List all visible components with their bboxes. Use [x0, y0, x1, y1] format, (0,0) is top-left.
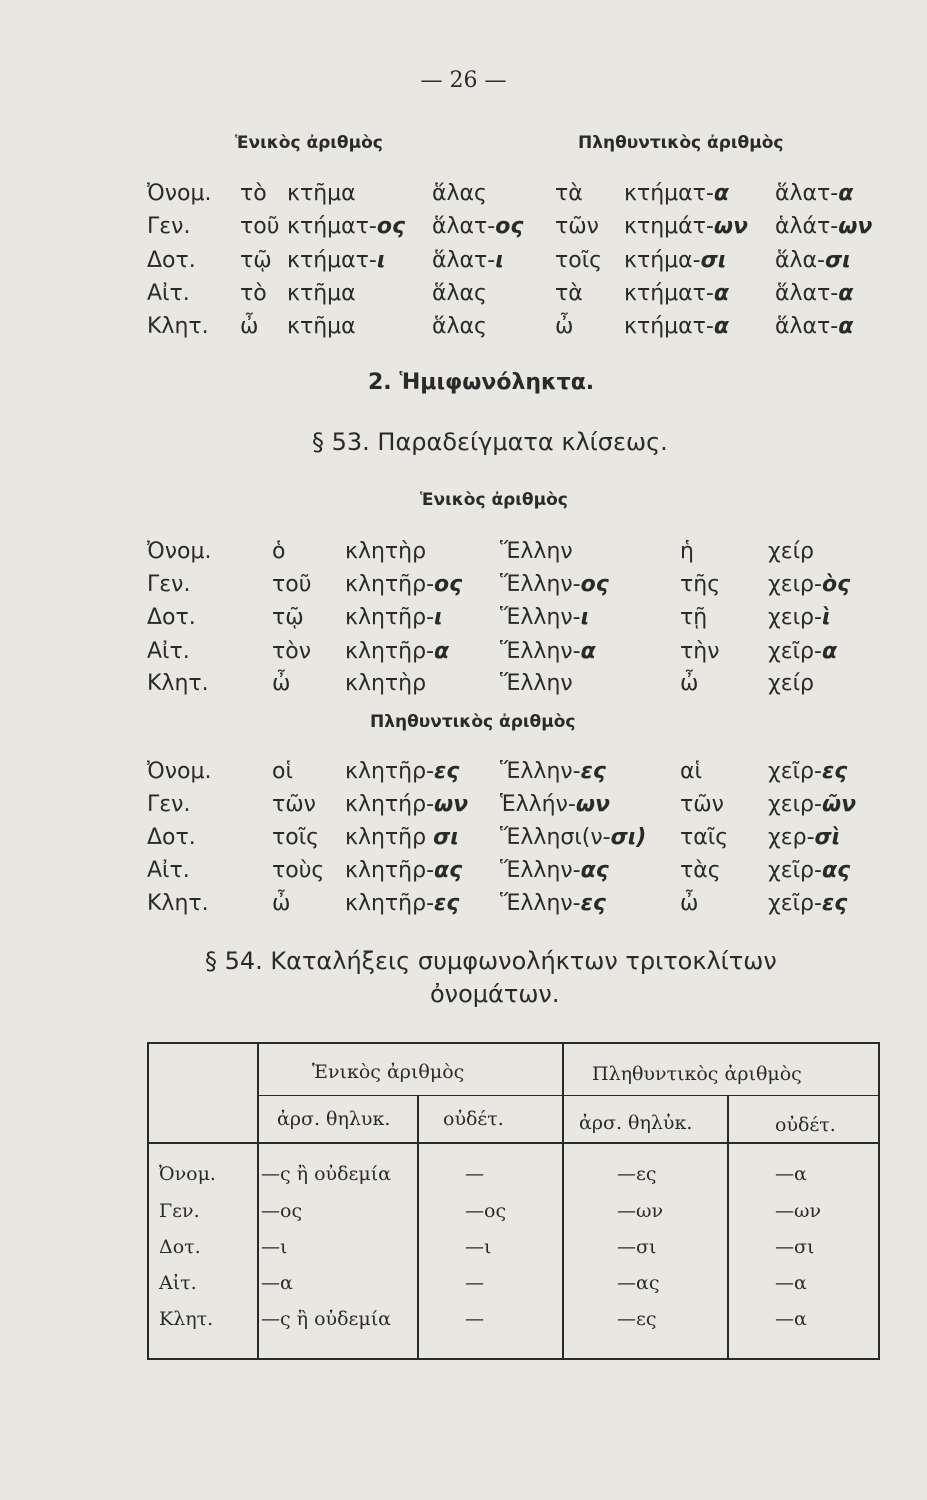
fem-article: τὴν: [680, 639, 720, 664]
alas-plural-form: [775, 314, 853, 339]
kletir-form-ending: ι: [434, 605, 443, 630]
ktima-plural-form-ending: α: [713, 181, 729, 206]
cheir-form-ending: ες: [821, 891, 848, 916]
kletir-form-stem: κλητῆρ-: [345, 759, 435, 784]
kletir-form: [345, 671, 426, 696]
singular-article: τῷ: [240, 248, 272, 273]
ktima-form-ending: ος: [376, 214, 405, 239]
kletir-form: [345, 605, 443, 630]
ktima-form-stem: κτῆμα: [287, 281, 356, 306]
endings-cell-c4: —α: [775, 1272, 807, 1294]
case-label: Αἰτ.: [147, 858, 190, 883]
alas-form-stem: ἅλας: [432, 181, 487, 206]
fem-article: τῶν: [680, 792, 724, 817]
ellin-form: [500, 639, 596, 664]
alas-form: [432, 248, 504, 273]
endings-cell-c1: —ι: [261, 1236, 288, 1258]
plural-article: τὰ: [555, 281, 583, 306]
alas-form-stem: ἅλατ-: [432, 248, 496, 273]
kletir-form: [345, 891, 459, 916]
masc-article: οἱ: [272, 759, 293, 784]
endings-cell-c4: —ων: [775, 1200, 822, 1222]
endings-plural-header: Πληθυντικὸς ἀριθμὸς: [592, 1063, 802, 1085]
ktima-form: [287, 248, 385, 273]
ellin-form: [500, 572, 609, 597]
endings-cell-c1: —ς ἢ οὐδεμία: [261, 1163, 392, 1185]
ellin-form-ending: ος: [580, 572, 609, 597]
endings-cell-c2: —ος: [465, 1200, 507, 1222]
ellin-form-ending: ες: [580, 891, 606, 916]
ktima-form-stem: κτήματ-: [287, 248, 377, 273]
cheir-form: [768, 825, 840, 850]
kletir-form: [345, 792, 468, 817]
cheir-form-stem: χειρ-: [768, 605, 822, 630]
fem-article: ταῖς: [680, 825, 729, 850]
singular-article: τὸ: [240, 181, 267, 206]
alas-plural-form-ending: ων: [838, 214, 873, 239]
ktima-plural-form-stem: κτήματ-: [624, 281, 714, 306]
kletir-form-ending: ες: [434, 759, 460, 784]
ktima-form-stem: κτῆμα: [287, 314, 356, 339]
masc-article: ὦ: [272, 891, 291, 916]
plural-article: ὦ: [555, 314, 574, 339]
ktima-plural-form-ending: α: [713, 314, 729, 339]
kletir-form: [345, 759, 459, 784]
endings-cell-c3: —ες: [617, 1163, 657, 1185]
kletir-form-stem: κλητῆρ-: [345, 572, 435, 597]
alas-plural-form-stem: ἅλατ-: [775, 281, 839, 306]
cheir-form-stem: χεῖρ-: [768, 891, 822, 916]
ellin-form-ending: ι: [580, 605, 590, 630]
endings-cell-c2: —ι: [465, 1236, 492, 1258]
ellin-form-stem: Ἕλλην-: [500, 858, 581, 883]
ellin-form: [500, 605, 589, 630]
kletir-form-stem: κλητῆρ-: [345, 639, 435, 664]
cheir-form: [768, 671, 814, 696]
case-label: Γεν.: [147, 792, 191, 817]
ktima-plural-form: [624, 214, 748, 239]
case-label: Κλητ.: [147, 891, 209, 916]
ktima-form: [287, 181, 356, 206]
masc-article: τῷ: [272, 605, 304, 630]
case-label: Δοτ.: [147, 825, 196, 850]
ktima-plural-form: [624, 281, 729, 306]
alas-plural-form-ending: α: [838, 314, 854, 339]
kletir-form-stem: κλητήρ-: [345, 792, 435, 817]
alas-plural-form-stem: ἁλάτ-: [775, 214, 839, 239]
case-label: Γεν.: [147, 214, 191, 239]
kletir-form: [345, 825, 459, 850]
endings-cell-c2: —: [465, 1272, 484, 1294]
table-col-divider-2: [417, 1095, 419, 1360]
endings-cell-case: Ὀνομ.: [159, 1163, 216, 1185]
section-54-title-line2: ὀνομάτων.: [430, 980, 560, 1008]
plural-article: τῶν: [555, 214, 599, 239]
case-label: Ὀνομ.: [147, 759, 212, 784]
ellin-form: [500, 539, 573, 564]
ktima-plural-form-ending: α: [713, 281, 729, 306]
kletir-form: [345, 858, 462, 883]
cheir-form: [768, 605, 831, 630]
alas-form: [432, 314, 487, 339]
page-number: — 26 —: [420, 68, 507, 93]
table-border-left: [147, 1042, 149, 1360]
cheir-form: [768, 792, 856, 817]
plural-article: τὰ: [555, 181, 583, 206]
endings-cell-c3: —ας: [617, 1272, 660, 1294]
alas-plural-form-ending: σι: [824, 248, 851, 273]
ktima-form-ending: ι: [376, 248, 386, 273]
kletir-form: [345, 539, 426, 564]
table1-singular-header: Ἑνικὸς ἀριθμὸς: [235, 133, 383, 153]
alas-plural-form-stem: ἅλα-: [775, 248, 825, 273]
alas-plural-form: [775, 281, 853, 306]
kletir-form-ending: σι: [433, 825, 459, 850]
cheir-form-ending: ὸς: [821, 572, 851, 597]
ellin-form: [500, 759, 606, 784]
ktima-plural-form: [624, 181, 729, 206]
ktima-form-stem: κτήματ-: [287, 214, 377, 239]
alas-form: [432, 181, 487, 206]
cheir-form-stem: χειρ-: [768, 792, 822, 817]
singular-article: τὸ: [240, 281, 267, 306]
ellin-form-stem: Ἕλλην-: [500, 639, 581, 664]
cheir-form: [768, 891, 847, 916]
alas-plural-form-ending: α: [838, 281, 854, 306]
kletir-form-ending: α: [434, 639, 450, 664]
cheir-form-ending: ας: [821, 858, 851, 883]
endings-cell-c2: —: [465, 1308, 484, 1330]
cheir-form: [768, 539, 814, 564]
kletir-form: [345, 639, 449, 664]
kletir-form-stem: κλητῆρ-: [345, 858, 435, 883]
cheir-form-stem: χεῖρ-: [768, 858, 822, 883]
endings-table: [147, 1042, 880, 1362]
case-label: Αἰτ.: [147, 639, 190, 664]
kletir-form-ending: ες: [434, 891, 460, 916]
cheir-form-ending: ες: [821, 759, 848, 784]
cheir-form: [768, 572, 850, 597]
endings-cell-case: Κλητ.: [159, 1308, 214, 1330]
case-label: Δοτ.: [147, 605, 196, 630]
cheir-form-stem: χείρ: [768, 539, 815, 564]
ktima-plural-form-stem: κτήματ-: [624, 181, 714, 206]
fem-article: τὰς: [680, 858, 721, 883]
plural-header: Πληθυντικὸς ἀριθμὸς: [370, 712, 576, 732]
alas-form-ending: ος: [495, 214, 524, 239]
cheir-form-stem: χειρ-: [768, 572, 822, 597]
alas-plural-form: [775, 214, 872, 239]
endings-cell-c4: —σι: [775, 1236, 815, 1258]
ellin-form: [500, 671, 573, 696]
cheir-form-stem: χεῖρ-: [768, 759, 822, 784]
ellin-form-ending: ες: [580, 759, 606, 784]
kletir-form-stem: κλητῆρ: [345, 825, 434, 850]
case-label: Ὀνομ.: [147, 181, 212, 206]
table1-plural-header: Πληθυντικὸς ἀριθμὸς: [578, 133, 784, 153]
singular-article: ὦ: [240, 314, 259, 339]
alas-form-ending: ι: [495, 248, 504, 273]
ktima-plural-form-stem: κτήμα-: [624, 248, 701, 273]
ellin-form-ending: ων: [575, 792, 610, 817]
alas-plural-form-stem: ἅλατ-: [775, 181, 839, 206]
ellin-form-stem: Ἑλλήν-: [500, 792, 576, 817]
ellin-form-ending: σι): [610, 825, 647, 850]
masc-article: τοῦ: [272, 572, 312, 597]
fem-article: αἱ: [680, 759, 702, 784]
masc-article: ὁ: [272, 539, 286, 564]
endings-cell-c1: —ος: [261, 1200, 303, 1222]
masc-article: τῶν: [272, 792, 316, 817]
alas-plural-form: [775, 248, 851, 273]
masc-article: τοῖς: [272, 825, 320, 850]
ellin-form-ending: α: [580, 639, 596, 664]
fem-article: τῆς: [680, 572, 721, 597]
ktima-plural-form-ending: σι: [700, 248, 727, 273]
fem-article: ὦ: [680, 671, 699, 696]
ktima-plural-form-stem: κτημάτ-: [624, 214, 714, 239]
kletir-form-stem: κλητῆρ-: [345, 891, 435, 916]
kletir-form-ending: ων: [434, 792, 469, 817]
endings-sub-header-pl-masc-fem: ἀρσ. θηλὐκ.: [579, 1112, 693, 1134]
section-54-title-line1: § 54. Καταλήξεις συμφωνολήκτων τριτοκλίτων: [205, 947, 777, 975]
ktima-plural-form-stem: κτήματ-: [624, 314, 714, 339]
case-label: Αἰτ.: [147, 281, 190, 306]
ellin-form-stem: Ἕλλην-: [500, 572, 581, 597]
kletir-form-stem: κλητὴρ: [345, 671, 427, 696]
endings-cell-c2: —: [465, 1163, 484, 1185]
masc-article: τὸν: [272, 639, 311, 664]
ellin-form-stem: Ἕλλην: [500, 671, 573, 696]
case-label: Κλητ.: [147, 671, 209, 696]
cheir-form: [768, 759, 847, 784]
kletir-form: [345, 572, 462, 597]
table-col-divider-4: [727, 1095, 729, 1360]
ktima-plural-form-ending: ων: [713, 214, 748, 239]
ellin-form: [500, 825, 646, 850]
kletir-form-stem: κλητῆρ-: [345, 605, 435, 630]
endings-sub-header-sg-neut: οὐδέτ.: [443, 1108, 504, 1130]
cheir-form-ending: σὶ: [814, 825, 841, 850]
masc-article: ὦ: [272, 671, 291, 696]
heading-semivowel-stems: 2. Ἡμιφωνόληκτα.: [368, 370, 595, 395]
ktima-plural-form: [624, 314, 729, 339]
ktima-form: [287, 214, 405, 239]
alas-form: [432, 281, 487, 306]
ellin-form-stem: Ἕλλην-: [500, 759, 581, 784]
singular-article: τοῦ: [240, 214, 280, 239]
table-col-divider-1: [257, 1042, 259, 1360]
cheir-form: [768, 639, 837, 664]
case-label: Κλητ.: [147, 314, 209, 339]
ktima-plural-form: [624, 248, 726, 273]
alas-plural-form-stem: ἅλατ-: [775, 314, 839, 339]
endings-cell-case: Γεν.: [159, 1200, 200, 1222]
fem-article: ἡ: [680, 539, 694, 564]
case-label: Δοτ.: [147, 248, 196, 273]
cheir-form-ending: ῶν: [821, 792, 857, 817]
ellin-form: [500, 792, 610, 817]
alas-form-stem: ἅλας: [432, 314, 487, 339]
fem-article: τῇ: [680, 605, 708, 630]
ellin-form-stem: Ἕλλην-: [500, 605, 581, 630]
cheir-form-stem: χερ-: [768, 825, 815, 850]
alas-form: [432, 214, 523, 239]
endings-cell-c3: —ων: [617, 1200, 664, 1222]
ellin-form-stem: Ἕλλησι(ν-: [500, 825, 611, 850]
plural-article: τοῖς: [555, 248, 603, 273]
kletir-form-ending: ος: [434, 572, 463, 597]
cheir-form-ending: α: [821, 639, 838, 664]
cheir-form: [768, 858, 850, 883]
table-col-divider-3: [562, 1042, 564, 1360]
endings-cell-c1: —ς ἢ οὐδεμία: [261, 1308, 392, 1330]
alas-plural-form: [775, 181, 853, 206]
alas-form-stem: ἅλατ-: [432, 214, 496, 239]
alas-form-stem: ἅλας: [432, 281, 487, 306]
table-rule-sub: [257, 1095, 880, 1096]
kletir-form-stem: κλητὴρ: [345, 539, 427, 564]
kletir-form-ending: ας: [434, 858, 463, 883]
endings-cell-c3: —ες: [617, 1308, 657, 1330]
singular-header: Ἑνικὸς ἀριθμὸς: [420, 490, 568, 510]
endings-sub-header-sg-masc-fem: ἀρσ. θηλυκ.: [277, 1108, 391, 1130]
endings-cell-c1: —α: [261, 1272, 293, 1294]
masc-article: τοὺς: [272, 858, 325, 883]
fem-article: ὦ: [680, 891, 699, 916]
endings-singular-header: Ἑνικὸς ἀριθμὸς: [312, 1061, 465, 1083]
ellin-form-stem: Ἕλλην-: [500, 891, 581, 916]
endings-cell-c4: —α: [775, 1163, 807, 1185]
alas-plural-form-ending: α: [838, 181, 854, 206]
table-border-right: [878, 1042, 880, 1360]
ktima-form: [287, 281, 356, 306]
endings-cell-c3: —σι: [617, 1236, 657, 1258]
ktima-form: [287, 314, 356, 339]
section-53-title: § 53. Παραδείγματα κλίσεως.: [312, 428, 668, 456]
cheir-form-ending: ὶ: [821, 605, 831, 630]
endings-sub-header-pl-neut: οὐδέτ.: [775, 1114, 836, 1136]
endings-cell-case: Δοτ.: [159, 1236, 201, 1258]
endings-cell-case: Αἰτ.: [159, 1272, 197, 1294]
cheir-form-stem: χείρ: [768, 671, 815, 696]
ktima-form-stem: κτῆμα: [287, 181, 356, 206]
cheir-form-stem: χεῖρ-: [768, 639, 822, 664]
ellin-form-stem: Ἕλλην: [500, 539, 573, 564]
case-label: Γεν.: [147, 572, 191, 597]
endings-cell-c4: —α: [775, 1308, 807, 1330]
case-label: Ὀνομ.: [147, 539, 212, 564]
ellin-form: [500, 858, 609, 883]
ellin-form-ending: ας: [580, 858, 609, 883]
ellin-form: [500, 891, 606, 916]
